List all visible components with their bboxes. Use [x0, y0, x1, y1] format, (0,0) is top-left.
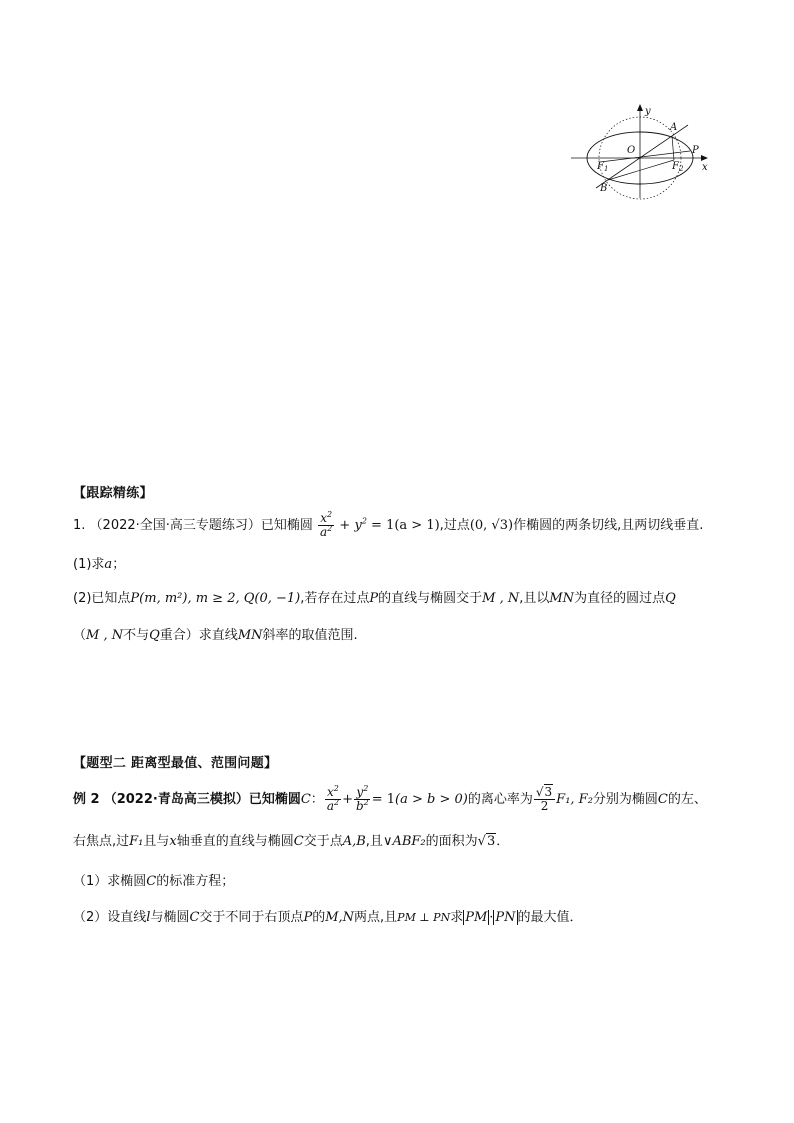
q1-number: 1. [73, 518, 86, 533]
q1-part2-mid3: ,且以 [519, 591, 550, 606]
x-axis-arrow [701, 155, 708, 161]
type2-heading: 【题型二 距离型最值、范围问题】 [73, 756, 278, 771]
ex2-eccentricity: $\frac{√3}{2}$ [534, 786, 555, 813]
label-x: x [702, 162, 708, 173]
ex2-c2: C [657, 792, 668, 807]
q1-after-eq: 过点 [443, 518, 470, 533]
q1-part2-mid: ,若存在过点 [300, 591, 370, 606]
q1-condition: (a > 1) [394, 518, 440, 533]
ex2-fraction-y2-b2: $\frac{y^2}{b^2}$ [355, 784, 369, 813]
ellipse-figure [566, 98, 722, 204]
q1-part2-l2-mn2: MN [237, 628, 263, 643]
ex2-p2-dot: · [489, 910, 494, 925]
line-b-f2 [608, 160, 674, 180]
q1-part2-mn2: MN [549, 591, 575, 606]
label-b: B [600, 183, 608, 194]
ex2-part2 [73, 908, 583, 928]
ex2-c: C [300, 792, 311, 807]
ex2-l2-f2: 的面积为 [425, 834, 478, 849]
ex2-condition: (a > b > 0) [395, 792, 468, 807]
ex2-p2-c: C [189, 910, 200, 925]
ex2-l2-triangle: ∨ABF₂ [382, 834, 426, 849]
q1-part2-end: 为直径的圆过点 [574, 591, 666, 606]
ex2-l2-sqrt3: √3 [477, 834, 496, 849]
ex2-p1-a: （1）求椭圆 [73, 874, 147, 889]
q1-point: (0, √3) [469, 518, 514, 533]
ex2-l2-a: 右焦点,过 [73, 834, 130, 849]
q1-part2-mid2: 的直线与椭圆交于 [378, 591, 483, 606]
ex2-p2-pm-abs: PM [465, 910, 488, 925]
ex2-l2-f: F₁ [129, 834, 144, 849]
q1-part2-l2-mn: M , N [86, 628, 124, 643]
practice-q1-part2-line2 [73, 626, 358, 646]
ex2-l2-b: 且与 [143, 834, 170, 849]
line-a-f2 [672, 136, 674, 160]
ex2-l2-d: 交于点 [303, 834, 343, 849]
q1-part2-q: Q [665, 591, 676, 606]
ex2-p2-p: P [303, 910, 313, 925]
ex2-p2-g: 的最大值． [517, 910, 583, 925]
ex2-ecc-text: 的离心率为 [467, 792, 533, 807]
label-f2: $F_2$ [672, 161, 684, 173]
label-p: P [692, 145, 699, 156]
practice-q1-line1: 1. （2022·全国·高三专题练习）已知椭圆 $\frac{x^2}{a^2}$ + $y^2 = 1(a > 1)$,过点(0, √3)作椭圆的两条切线,且两切线垂直. [73, 510, 704, 539]
label-o: O [627, 145, 636, 156]
ex2-l2-e: ,且 [365, 834, 383, 849]
ex2-p2-c2: 交于不同于右顶点 [199, 910, 304, 925]
label-y: y [645, 106, 651, 117]
practice-q1-part1 [73, 555, 125, 575]
q1-part2-l2-d: 斜率的取值范围. [262, 628, 358, 643]
ex2-label: 例 2 [73, 792, 100, 807]
ex2-p2-e: 两点,且 [354, 910, 398, 925]
practice-q1-part2-line1 [73, 589, 676, 609]
ex2-p2-l: l [146, 910, 151, 925]
q1-part2-l2-q: Q [149, 628, 160, 643]
ex2-p2-perp: PM ⊥ PN [397, 911, 451, 924]
ex2-l2-c: 轴垂直的直线与椭圆 [176, 834, 294, 849]
ex2-end1: 的左、 [667, 792, 707, 807]
ex2-l2-g: ． [496, 834, 510, 849]
ex2-p1-c: C [146, 874, 157, 889]
label-a: A [670, 122, 678, 133]
ex2-line1: 例 2 （2022·青岛高三模拟）已知椭圆C： $\frac{x^2}{a^2}$ + $\frac{y^2}{b^2}$ = 1(a > b > 0)的离心率为 $\frac{√3}{2}$ F₁, F₂分别为椭圆C的左、 [73, 784, 707, 813]
ex2-foci: F₁, F₂ [556, 792, 593, 807]
label-f1: $F_1$ [597, 161, 609, 173]
q1-part2-l2-c: 重合）求直线 [159, 628, 238, 643]
ex2-source: （2022·青岛高三模拟）已知椭圆 [103, 792, 301, 807]
q1-part2-point-p: P(m, m²), m ≥ 2, Q(0, −1) [130, 591, 301, 606]
ex2-p1-b: 的标准方程； [156, 874, 235, 889]
ex2-p2-a: （2）设直线 [73, 910, 147, 925]
ex2-l2-ab: A,B [342, 834, 366, 849]
q1-part2-mn: M , N [482, 591, 520, 606]
ex2-p2-mn: M,N [325, 910, 355, 925]
q1-part2-prefix: (2)已知点 [73, 591, 131, 606]
q1-part1-prefix: (1)求 [73, 557, 105, 572]
q1-part2-l2-a: （ [73, 628, 87, 643]
q1-part2-p2: P [369, 591, 379, 606]
ex2-line2 [73, 832, 509, 852]
y-axis-arrow [637, 104, 643, 111]
practice-heading: 【跟踪精练】 [73, 486, 153, 501]
ex2-foci-text: 分别为椭圆 [592, 792, 658, 807]
q1-fraction-x2-a2: $\frac{x^2}{a^2}$ [320, 510, 333, 539]
ex2-p2-pn-abs: PN [495, 910, 516, 925]
ex2-p2-b: 与椭圆 [150, 910, 190, 925]
ex2-p2-d: 的 [312, 910, 326, 925]
chord-ab [596, 125, 688, 188]
ex2-colon: ： [310, 792, 324, 807]
q1-after-point: 作椭圆的两条切线,且两切线垂直. [513, 518, 704, 533]
q1-source: （2022·全国·高三专题练习）已知椭圆 [89, 518, 313, 533]
q1-part2-l2-b: 不与 [123, 628, 150, 643]
ex2-part1 [73, 872, 234, 892]
q1-part1-suffix: ； [112, 557, 126, 572]
ex2-l2-x: x [169, 834, 177, 849]
ex2-l2-c2: C [293, 834, 304, 849]
ex2-fraction-x2-a2: $\frac{x^2}{a^2}$ [326, 784, 340, 813]
ex2-p2-f: 求 [450, 910, 464, 925]
q1-part1-var: a [104, 557, 113, 572]
